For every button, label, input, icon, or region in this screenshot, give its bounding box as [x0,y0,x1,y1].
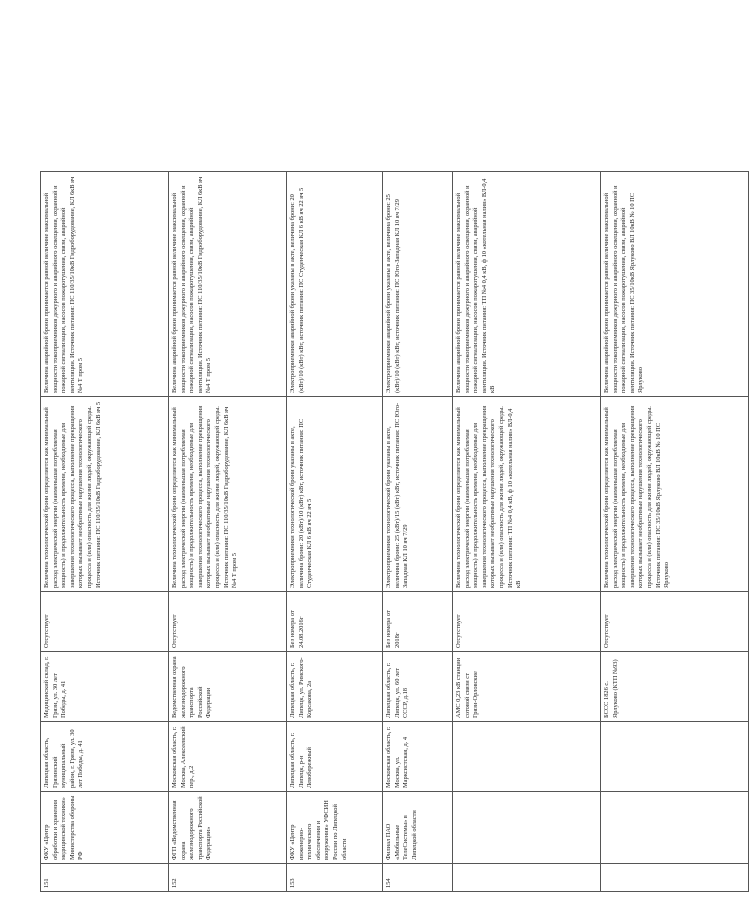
emergency-armor-text: Величина аварийной брони принимается равной величине максимальной мощности токоприемников дежурного и аварийного освещения, охранной и пожарной сигнализации, насосов пожаротушения, связи, аварийной вентиляции. Источник питания: ПС 35/10кВ Ярлуково ВЛ 10кВ № 10 ПС Ярлуково [601,172,749,397]
object-address: БССС 1826 с. Ярлуково (КТП №93) [601,652,749,722]
legal-address: Липецкая область, г. Липецк, р-н Левобережный [287,722,383,792]
act-info: Без номера от 2018г [383,592,453,652]
organization-name: ФГП «Ведомственная охрана железнодорожного транспорта Российской Федерации» [169,792,287,864]
legal-address [453,722,601,792]
row-number: 153 [287,864,383,892]
table-row [601,172,749,892]
row-number: 151 [41,864,169,892]
legal-address: Липецкая область, Грязинский муниципальный район, г. Грязи, ул. 30 лет Победы, д. 41 [41,722,169,792]
emergency-armor-text: Величина аварийной брони принимается равной величине максимальной мощности токоприемников дежурного и аварийного освещения, охранной и пожарной сигнализации, насосов пожаротушения, связи, аварийной вентиляции. Источник питания: ТП №4 0,4 кВ, ф 10 «котельная налив» ВЛ-0,4 кВ [453,172,601,397]
table-body [41,172,749,892]
row-number [453,864,601,892]
object-address: АМС 0,23 кВ станции сотовой связи ст Грязи-Орловские [453,652,601,722]
object-address: Ведомственная охрана железнодорожного транспорта Российской Федерации [169,652,287,722]
tech-armor-text: Величина технологической брони определяется как минимальный расход электрической энергии (наименьшая потребляемая мощность) и продолжительность времени, необходимые для завершения технологического процесса, выполнение прекращения которых вызывает необратимые нарушения технологического процесса и (или) опасность для жизни людей, окружающей среды. Источник питания: ПС 110/35/10кВ Гидроборудование, КЛ 6кВ яч №4 Т пром 5 [169,397,287,592]
armor-table [40,171,749,892]
emergency-armor-text: Электроприемники аварийной брони указаны в акте, величина брони: 20 (кВт)/10 (кВт) кВт, источник питания: ПС Студенческая КЛ 6 кВ яч 22 яч 5 [287,172,383,397]
rotated-table-wrapper [40,172,671,892]
organization-name: ФКУ «Центр инженерно-технического обеспечения и вооружения» УФСИН России по Липецкой области [287,792,383,864]
legal-address: Московская область, г. Москва, ул. Марксистская, д. 4 [383,722,453,792]
tech-armor-text: Величина технологической брони определяется как минимальный расход электрической энергии (наименьшая потребляемая мощность) и продолжительность времени, необходимые для завершения технологического процесса, выполнение прекращения которых вызывает необратимые нарушения технологического процесса и (или) опасность для жизни людей, окружающей среды. Источник питания: ТП №4 0,4 кВ, ф 10 «котельная налив» ВЛ-0,4 кВ [453,397,601,592]
legal-address [601,722,749,792]
act-info: Отсутствует [41,592,169,652]
row-number [601,864,749,892]
act-info: Отсутствует [169,592,287,652]
emergency-armor-text: Величина аварийной брони принимается равной величине максимальной мощности токоприемников дежурного и аварийного освещения, охранной и пожарной сигнализации, насосов пожаротушения, связи, аварийной вентиляции. Источник питания: ПС 110/35/10кВ Гидроборудование, КЛ 6кВ яч №4 Т пром 5 [169,172,287,397]
tech-armor-text: Величина технологической брони определяется как минимальный расход электрической энергии (наименьшая потребляемая мощность) и продолжительность времени, необходимые для завершения технологического процесса, выполнение прекращения которых вызывает необратимые нарушения технологического процесса и (или) опасность для жизни людей, окружающей среды. Источник питания: ПС 35/10кВ Ярлуково ВЛ 10кВ № 10 ПС Ярлуково [601,397,749,592]
object-address: Липецкая область, г. Липецк, ул. Римского-Корсакова, 2а [287,652,383,722]
organization-name [601,792,749,864]
table-row [41,172,169,892]
emergency-armor-text: Электроприемники аварийной брони указаны в акте, величина брони: 25 (кВт)/10 (кВт) кВт, источник питания: ПС Юго-Западная КЛ 10 яч 7/29 [383,172,453,397]
tech-armor-text: Электроприемники технологической брони указаны в акте, величина брони: 25 (кВт)/15 (кВт) кВт, источник питания: ПС Юго-Западная КЛ 10 яч 7/29 [383,397,453,592]
organization-name: Филиал ПАО «Мобильные ТелеСистемы» в Липецкой области [383,792,453,864]
object-address: Медицинский склад, г. Грязи, ул. 30 лет Победы, д. 41 [41,652,169,722]
legal-address: Московская область, г. Москва, Алексеевский пер., д.2 [169,722,287,792]
table-row [453,172,601,892]
row-number: 154 [383,864,453,892]
table-row [169,172,287,892]
act-info: Отсутствует [601,592,749,652]
act-info: Без номера от 24.08.2016г [287,592,383,652]
organization-name: ФКУ «Центр обработки и хранения медицинской техники» Министерства обороны РФ [41,792,169,864]
object-address: Липецкая область, г. Липецк, ул. 60 лет СССР, д.18 [383,652,453,722]
emergency-armor-text: Величина аварийной брони принимается равной величине максимальной мощности токоприемников дежурного и аварийного освещения, охранной и пожарной сигнализации, насосов пожаротушения, связи, аварийной вентиляции. Источник питания: ПС 110/35/10кВ Гидроборудование, КЛ 6кВ яч №4 Т пром 5 [41,172,169,397]
tech-armor-text: Электроприемники технологической брони указаны в акте, величина брони: 20 (кВт)/10 (кВт) кВт, источник питания: ПС Студенческая КЛ 6 кВ яч 22 яч 5 [287,397,383,592]
act-info: Отсутствует [453,592,601,652]
organization-name [453,792,601,864]
table-row [383,172,453,892]
tech-armor-text: Величина технологической брони определяется как минимальный расход электрической энергии (наименьшая потребляемая мощность) и продолжительность времени, необходимые для завершения технологического процесса, выполнение прекращения которых вызывает необратимые нарушения технологического процесса и (или) опасность для жизни людей, окружающей среды. Источник питания: ПС 110/35/10кВ Гидроборудование, КЛ 6кВ яч 5 [41,397,169,592]
table-row [287,172,383,892]
row-number: 152 [169,864,287,892]
